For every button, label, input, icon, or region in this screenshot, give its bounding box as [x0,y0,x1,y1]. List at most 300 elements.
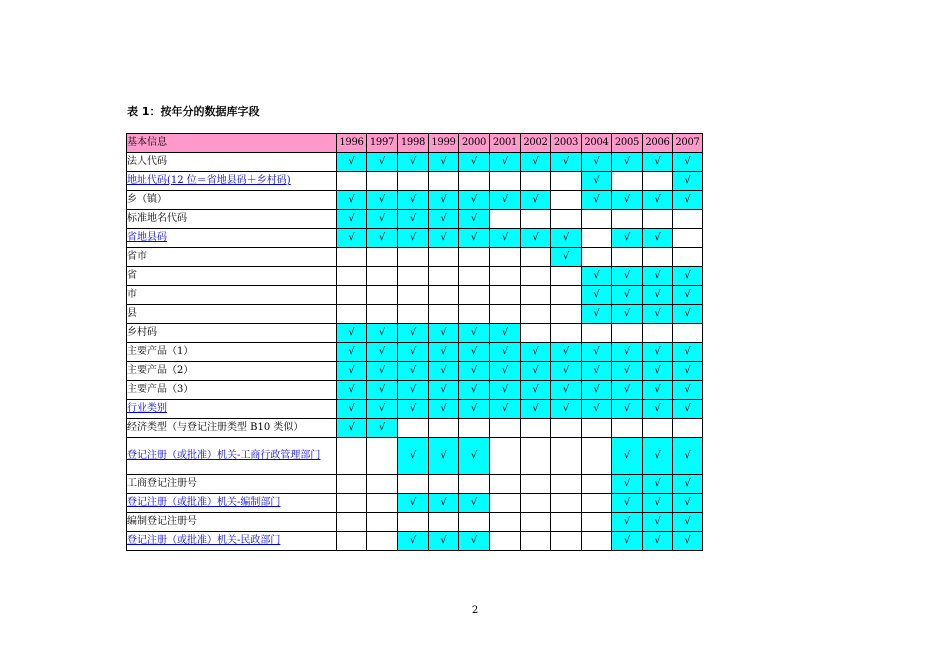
empty-cell [398,248,429,267]
check-mark-cell: √ [582,343,612,362]
check-mark-cell: √ [337,210,367,229]
header-year: 1998 [398,134,429,153]
check-mark-cell: √ [673,494,703,513]
field-label [127,248,337,267]
empty-cell [490,494,521,513]
check-mark-cell: √ [551,248,582,267]
table-row [127,248,703,267]
empty-cell [429,305,459,324]
check-mark-cell: √ [612,229,643,248]
check-mark-cell: √ [337,343,367,362]
check-mark-cell: √ [612,286,643,305]
empty-cell [551,419,582,438]
check-mark-cell: √ [673,513,703,532]
check-mark-cell: √ [582,153,612,172]
field-label [127,153,337,172]
empty-cell [490,419,521,438]
check-mark-cell: √ [673,362,703,381]
check-mark-cell: √ [612,494,643,513]
check-mark-cell: √ [459,153,490,172]
check-mark-cell: √ [429,438,459,475]
empty-cell [337,286,367,305]
check-mark-cell: √ [429,532,459,551]
empty-cell [490,475,521,494]
field-name: 法人代码 [127,156,167,167]
empty-cell [337,248,367,267]
field-label [127,286,337,305]
check-mark-cell: √ [612,191,643,210]
check-mark-cell: √ [429,381,459,400]
check-mark-cell: √ [337,381,367,400]
check-mark-cell: √ [398,400,429,419]
check-mark-cell: √ [459,229,490,248]
check-mark-cell: √ [429,191,459,210]
empty-cell [643,210,673,229]
empty-cell [551,438,582,475]
empty-cell [582,513,612,532]
check-mark-cell: √ [398,362,429,381]
check-mark-cell: √ [398,494,429,513]
empty-cell [521,532,551,551]
empty-cell [429,248,459,267]
empty-cell [459,172,490,191]
field-label [127,513,337,532]
field-label[interactable] [127,494,337,513]
table-row [127,153,703,172]
check-mark-cell: √ [612,153,643,172]
field-name: 编制登记注册号 [127,516,197,527]
check-mark-cell: √ [367,191,398,210]
empty-cell [367,494,398,513]
field-label [127,305,337,324]
check-mark-cell: √ [367,419,398,438]
check-mark-cell: √ [551,381,582,400]
empty-cell [582,532,612,551]
empty-cell [490,305,521,324]
empty-cell [582,438,612,475]
check-mark-cell: √ [429,210,459,229]
check-mark-cell: √ [612,532,643,551]
empty-cell [551,210,582,229]
empty-cell [398,172,429,191]
field-name: 县 [127,308,137,319]
empty-cell [398,419,429,438]
check-mark-cell: √ [673,343,703,362]
empty-cell [337,267,367,286]
empty-cell [673,419,703,438]
header-year: 2000 [459,134,490,153]
field-link[interactable]: 登记注册（或批准）机关-民政部门 [127,535,281,546]
check-mark-cell: √ [643,532,673,551]
empty-cell [612,210,643,229]
empty-cell [521,305,551,324]
empty-cell [582,494,612,513]
check-mark-cell: √ [490,362,521,381]
empty-cell [429,267,459,286]
check-mark-cell: √ [643,400,673,419]
empty-cell [367,305,398,324]
check-mark-cell: √ [459,324,490,343]
check-mark-cell: √ [398,153,429,172]
field-name: 乡（镇） [127,194,167,205]
check-mark-cell: √ [398,343,429,362]
check-mark-cell: √ [337,191,367,210]
empty-cell [429,419,459,438]
empty-cell [551,172,582,191]
empty-cell [337,438,367,475]
check-mark-cell: √ [337,419,367,438]
check-mark-cell: √ [673,400,703,419]
check-mark-cell: √ [551,343,582,362]
empty-cell [551,494,582,513]
header-year: 2001 [490,134,521,153]
check-mark-cell: √ [398,381,429,400]
empty-cell [643,248,673,267]
empty-cell [521,494,551,513]
check-mark-cell: √ [459,438,490,475]
field-label [127,381,337,400]
empty-cell [551,513,582,532]
field-name: 经济类型（与登记注册类型 B10 类似） [127,422,304,433]
header-year: 2002 [521,134,551,153]
table-row [127,191,703,210]
check-mark-cell: √ [490,400,521,419]
empty-cell [521,210,551,229]
check-mark-cell: √ [521,362,551,381]
header-year: 2007 [673,134,703,153]
empty-cell [612,324,643,343]
check-mark-cell: √ [337,362,367,381]
check-mark-cell: √ [521,400,551,419]
empty-cell [459,419,490,438]
check-mark-cell: √ [398,532,429,551]
table-row [127,400,703,419]
empty-cell [459,248,490,267]
check-mark-cell: √ [521,153,551,172]
check-mark-cell: √ [459,532,490,551]
check-mark-cell: √ [429,343,459,362]
empty-cell [367,475,398,494]
field-label[interactable] [127,229,337,248]
empty-cell [521,172,551,191]
empty-cell [429,172,459,191]
field-name: 主要产品（1） [127,346,194,357]
field-link[interactable]: 省地县码 [127,232,167,243]
check-mark-cell: √ [429,494,459,513]
empty-cell [521,267,551,286]
field-label [127,362,337,381]
check-mark-cell: √ [582,305,612,324]
check-mark-cell: √ [459,362,490,381]
empty-cell [551,532,582,551]
check-mark-cell: √ [398,191,429,210]
table-row [127,475,703,494]
check-mark-cell: √ [521,229,551,248]
empty-cell [398,267,429,286]
table-row [127,494,703,513]
empty-cell [490,438,521,475]
check-mark-cell: √ [490,191,521,210]
header-year: 1999 [429,134,459,153]
field-name: 主要产品（3） [127,384,194,395]
check-mark-cell: √ [673,172,703,191]
field-label[interactable] [127,400,337,419]
field-link[interactable]: 行业类别 [127,403,167,414]
field-name: 省市 [127,251,147,262]
field-name: 工商登记注册号 [127,478,197,489]
empty-cell [429,286,459,305]
check-mark-cell: √ [398,210,429,229]
empty-cell [337,172,367,191]
check-mark-cell: √ [612,305,643,324]
table-row [127,229,703,248]
empty-cell [582,475,612,494]
empty-cell [521,475,551,494]
field-name: 省 [127,270,137,281]
check-mark-cell: √ [551,153,582,172]
header-year: 2005 [612,134,643,153]
table-row [127,532,703,551]
empty-cell [521,438,551,475]
empty-cell [429,513,459,532]
empty-cell [337,475,367,494]
header-year: 2006 [643,134,673,153]
check-mark-cell: √ [459,343,490,362]
table-row [127,362,703,381]
check-mark-cell: √ [673,381,703,400]
empty-cell [459,267,490,286]
empty-cell [490,513,521,532]
empty-cell [490,267,521,286]
empty-cell [551,267,582,286]
check-mark-cell: √ [367,229,398,248]
empty-cell [429,475,459,494]
check-mark-cell: √ [337,324,367,343]
empty-cell [551,305,582,324]
table-row [127,267,703,286]
check-mark-cell: √ [490,343,521,362]
table-row [127,513,703,532]
check-mark-cell: √ [367,381,398,400]
empty-cell [612,172,643,191]
check-mark-cell: √ [582,267,612,286]
check-mark-cell: √ [643,362,673,381]
empty-cell [521,419,551,438]
database-fields-table [126,133,703,551]
field-name: 市 [127,289,137,300]
check-mark-cell: √ [337,400,367,419]
check-mark-cell: √ [582,191,612,210]
check-mark-cell: √ [673,532,703,551]
empty-cell [367,532,398,551]
check-mark-cell: √ [459,400,490,419]
empty-cell [367,286,398,305]
check-mark-cell: √ [643,229,673,248]
empty-cell [643,419,673,438]
table-row [127,438,703,475]
check-mark-cell: √ [673,153,703,172]
field-link[interactable]: 地址代码(12 位＝省地县码＋乡村码) [127,175,291,186]
field-label[interactable] [127,532,337,551]
table-row [127,172,703,191]
check-mark-cell: √ [673,305,703,324]
empty-cell [459,286,490,305]
check-mark-cell: √ [490,381,521,400]
field-label [127,475,337,494]
check-mark-cell: √ [582,286,612,305]
check-mark-cell: √ [459,494,490,513]
check-mark-cell: √ [643,381,673,400]
check-mark-cell: √ [582,381,612,400]
field-label[interactable] [127,438,337,475]
empty-cell [551,475,582,494]
check-mark-cell: √ [398,229,429,248]
empty-cell [521,286,551,305]
check-mark-cell: √ [643,475,673,494]
table-row [127,305,703,324]
empty-cell [673,248,703,267]
empty-cell [551,286,582,305]
check-mark-cell: √ [367,362,398,381]
empty-cell [490,172,521,191]
empty-cell [582,248,612,267]
check-mark-cell: √ [429,400,459,419]
empty-cell [582,419,612,438]
field-link[interactable]: 登记注册（或批准）机关-编制部门 [127,497,281,508]
header-year: 2003 [551,134,582,153]
check-mark-cell: √ [643,494,673,513]
empty-cell [367,513,398,532]
empty-cell [459,475,490,494]
field-label[interactable] [127,172,337,191]
empty-cell [673,229,703,248]
field-link[interactable]: 登记注册（或批准）机关-工商行政管理部门 [127,450,321,461]
check-mark-cell: √ [612,267,643,286]
field-name: 主要产品（2） [127,365,194,376]
check-mark-cell: √ [367,343,398,362]
check-mark-cell: √ [612,400,643,419]
check-mark-cell: √ [367,210,398,229]
table-row [127,419,703,438]
check-mark-cell: √ [612,513,643,532]
table-row [127,381,703,400]
check-mark-cell: √ [551,362,582,381]
check-mark-cell: √ [490,229,521,248]
empty-cell [337,494,367,513]
check-mark-cell: √ [459,191,490,210]
check-mark-cell: √ [643,343,673,362]
empty-cell [367,438,398,475]
field-label [127,191,337,210]
check-mark-cell: √ [673,286,703,305]
check-mark-cell: √ [612,362,643,381]
check-mark-cell: √ [643,438,673,475]
field-label [127,324,337,343]
empty-cell [398,286,429,305]
check-mark-cell: √ [643,286,673,305]
empty-cell [490,248,521,267]
check-mark-cell: √ [337,153,367,172]
check-mark-cell: √ [429,362,459,381]
empty-cell [490,210,521,229]
table-row [127,210,703,229]
empty-cell [643,172,673,191]
table-caption: 表 1：按年分的数据库字段 [127,105,260,118]
field-label [127,419,337,438]
check-mark-cell: √ [521,381,551,400]
empty-cell [643,324,673,343]
empty-cell [367,172,398,191]
check-mark-cell: √ [459,381,490,400]
check-mark-cell: √ [643,153,673,172]
check-mark-cell: √ [643,267,673,286]
field-label [127,210,337,229]
check-mark-cell: √ [490,153,521,172]
header-year: 2004 [582,134,612,153]
table-row [127,324,703,343]
empty-cell [490,286,521,305]
check-mark-cell: √ [521,343,551,362]
check-mark-cell: √ [367,400,398,419]
check-mark-cell: √ [582,400,612,419]
empty-cell [490,532,521,551]
empty-cell [337,305,367,324]
check-mark-cell: √ [551,229,582,248]
empty-cell [367,267,398,286]
empty-cell [521,513,551,532]
empty-cell [612,248,643,267]
field-label [127,343,337,362]
page-number: 2 [471,605,479,616]
check-mark-cell: √ [612,438,643,475]
check-mark-cell: √ [551,400,582,419]
empty-cell [551,191,582,210]
table-row [127,343,703,362]
header-label: 基本信息 [127,134,337,153]
empty-cell [398,475,429,494]
empty-cell [551,324,582,343]
check-mark-cell: √ [643,191,673,210]
check-mark-cell: √ [643,513,673,532]
empty-cell [337,532,367,551]
empty-cell [398,305,429,324]
check-mark-cell: √ [367,153,398,172]
field-label [127,267,337,286]
check-mark-cell: √ [612,475,643,494]
empty-cell [612,419,643,438]
table-row [127,286,703,305]
empty-cell [459,513,490,532]
empty-cell [398,513,429,532]
empty-cell [582,229,612,248]
check-mark-cell: √ [643,305,673,324]
check-mark-cell: √ [367,324,398,343]
check-mark-cell: √ [429,153,459,172]
check-mark-cell: √ [582,172,612,191]
field-name: 标准地名代码 [127,213,187,224]
table-header-row [127,134,703,153]
check-mark-cell: √ [429,324,459,343]
check-mark-cell: √ [582,362,612,381]
check-mark-cell: √ [398,438,429,475]
empty-cell [673,324,703,343]
check-mark-cell: √ [673,267,703,286]
empty-cell [367,248,398,267]
check-mark-cell: √ [337,229,367,248]
check-mark-cell: √ [612,343,643,362]
check-mark-cell: √ [459,210,490,229]
empty-cell [521,324,551,343]
